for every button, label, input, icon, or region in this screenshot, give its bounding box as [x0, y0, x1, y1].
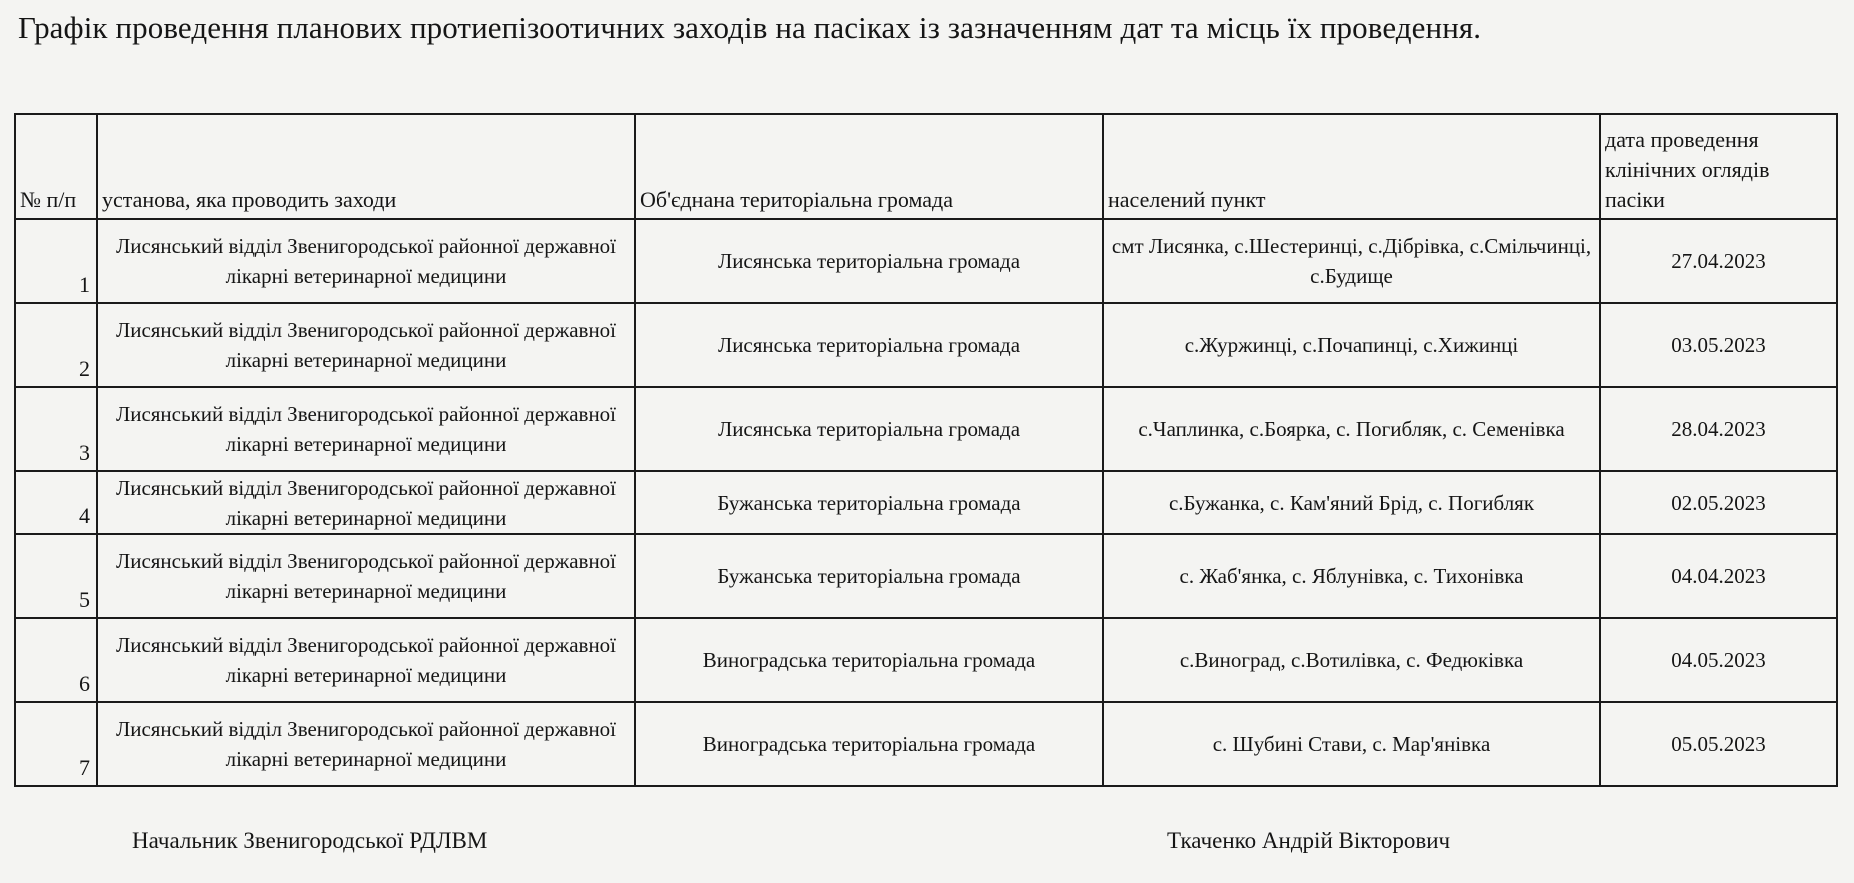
cell-date: 27.04.2023 [1600, 219, 1837, 303]
cell-date: 28.04.2023 [1600, 387, 1837, 471]
cell-settlement: с.Чаплинка, с.Боярка, с. Погибляк, с. Семенівка [1103, 387, 1600, 471]
table-row [15, 471, 1837, 534]
cell-settlement: смт Лисянка, с.Шестеринці, с.Дібрівка, с.Смільчинці, с.Будище [1103, 219, 1600, 303]
cell-date: 04.04.2023 [1600, 534, 1837, 618]
table-row [15, 534, 1837, 618]
cell-community: Виноградська територіальна громада [635, 618, 1103, 702]
cell-date: 05.05.2023 [1600, 702, 1837, 786]
cell-institution: Лисянський відділ Звенигородської районної державної лікарні ветеринарної медицини [97, 534, 635, 618]
cell-date: 03.05.2023 [1600, 303, 1837, 387]
cell-num: 6 [15, 618, 97, 702]
cell-settlement: с.Журжинці, с.Почапинці, с.Хижинці [1103, 303, 1600, 387]
signature-position: Начальник Звенигородської РДЛВМ [132, 828, 488, 853]
cell-community: Бужанська територіальна громада [635, 534, 1103, 618]
header-settlement: населений пункт [1103, 114, 1600, 219]
cell-num: 3 [15, 387, 97, 471]
cell-date: 04.05.2023 [1600, 618, 1837, 702]
cell-num: 5 [15, 534, 97, 618]
cell-settlement: с.Виноград, с.Вотилівка, с. Федюківка [1103, 618, 1600, 702]
cell-community: Лисянська територіальна громада [635, 219, 1103, 303]
cell-community: Лисянська територіальна громада [635, 387, 1103, 471]
signature-name: Ткаченко Андрій Вікторович [1167, 828, 1451, 853]
schedule-table [14, 113, 1838, 787]
page-title: Графік проведення планових протиепізоотичних заходів на пасіках із зазначенням дат та місць їх проведення. [18, 10, 1482, 45]
header-community: Об'єднана територіальна громада [635, 114, 1103, 219]
cell-date: 02.05.2023 [1600, 471, 1837, 534]
table-row [15, 303, 1837, 387]
table-header-row [15, 114, 1837, 219]
cell-num: 4 [15, 471, 97, 534]
table-row [15, 702, 1837, 786]
cell-num: 2 [15, 303, 97, 387]
header-num: № п/п [15, 114, 97, 219]
cell-institution: Лисянський відділ Звенигородської районної державної лікарні ветеринарної медицини [97, 618, 635, 702]
cell-num: 7 [15, 702, 97, 786]
header-institution: установа, яка проводить заходи [97, 114, 635, 219]
cell-settlement: с. Шубині Стави, с. Мар'янівка [1103, 702, 1600, 786]
cell-community: Лисянська територіальна громада [635, 303, 1103, 387]
table-row [15, 219, 1837, 303]
cell-community: Виноградська територіальна громада [635, 702, 1103, 786]
cell-settlement: с.Бужанка, с. Кам'яний Брід, с. Погибляк [1103, 471, 1600, 534]
table-row [15, 618, 1837, 702]
cell-institution: Лисянський відділ Звенигородської районної державної лікарні ветеринарної медицини [97, 219, 635, 303]
cell-settlement: с. Жаб'янка, с. Яблунівка, с. Тихонівка [1103, 534, 1600, 618]
header-date: дата проведення клінічних оглядів пасіки [1600, 114, 1837, 219]
cell-num: 1 [15, 219, 97, 303]
cell-institution: Лисянський відділ Звенигородської районної державної лікарні ветеринарної медицини [97, 387, 635, 471]
table-row [15, 387, 1837, 471]
cell-institution: Лисянський відділ Звенигородської районної державної лікарні ветеринарної медицини [97, 471, 635, 534]
cell-community: Бужанська територіальна громада [635, 471, 1103, 534]
cell-institution: Лисянський відділ Звенигородської районної державної лікарні ветеринарної медицини [97, 303, 635, 387]
cell-institution: Лисянський відділ Звенигородської районної державної лікарні ветеринарної медицини [97, 702, 635, 786]
